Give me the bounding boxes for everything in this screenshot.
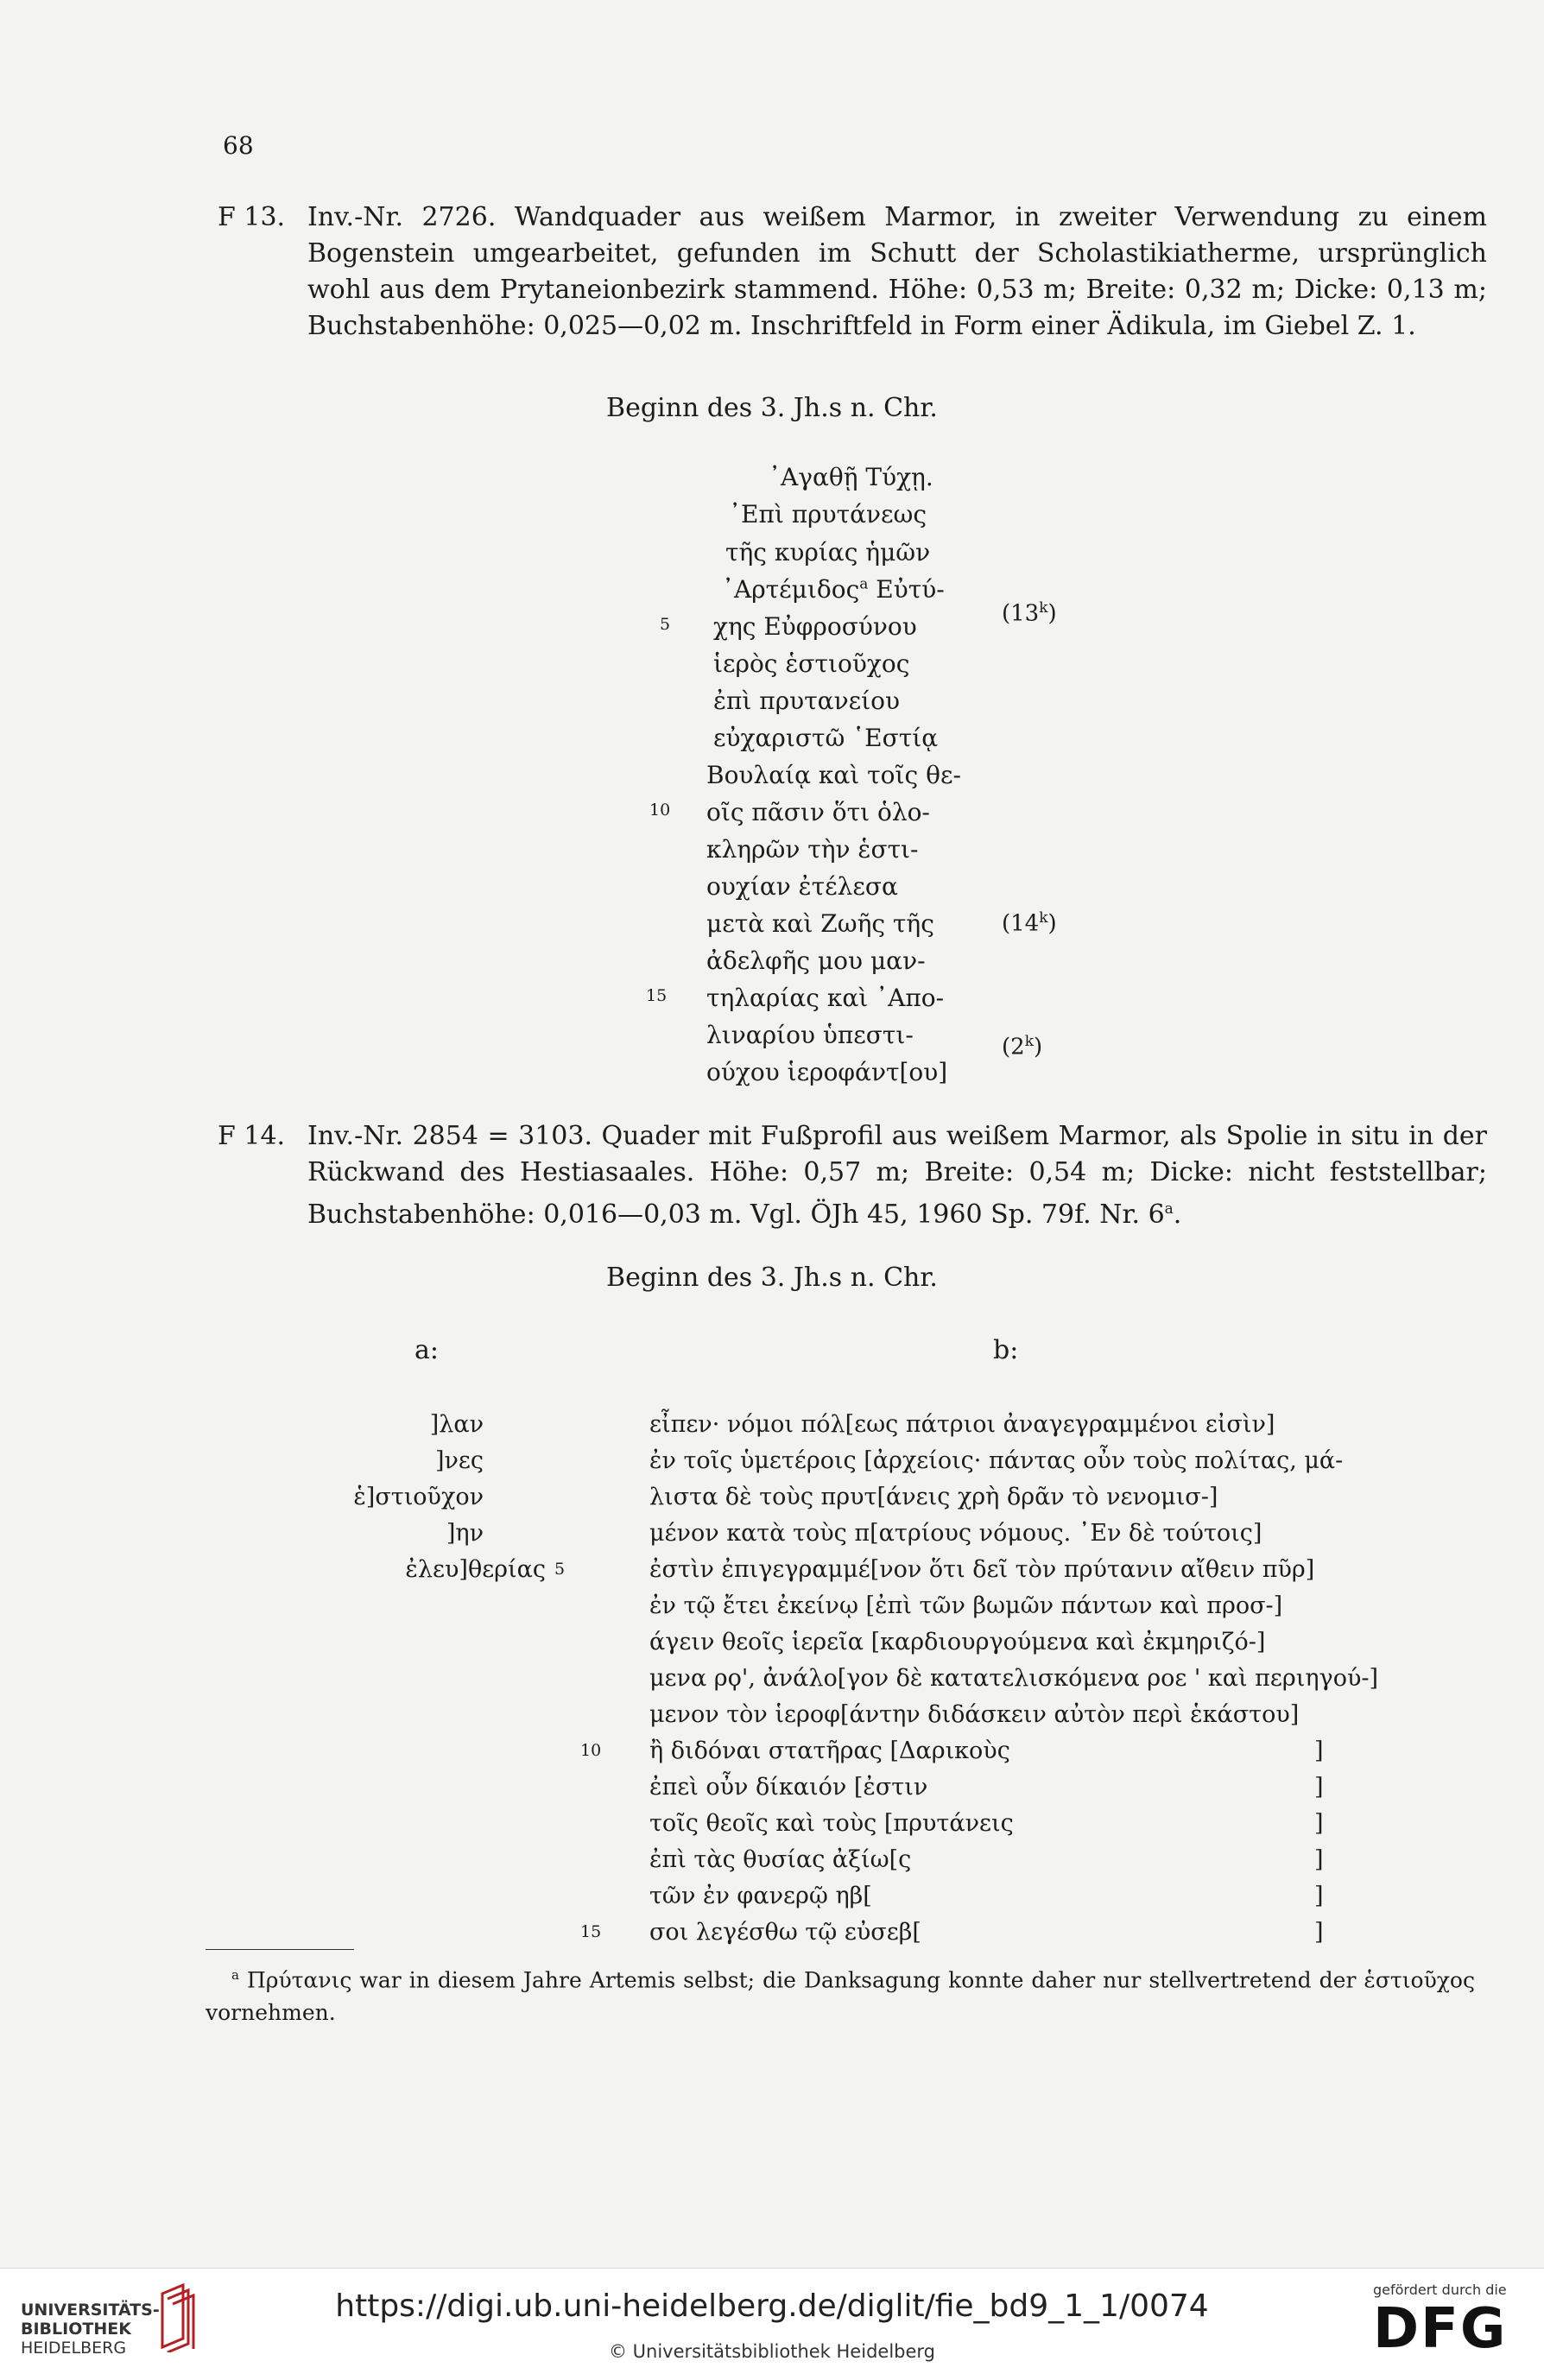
inscription-line: οῖς πᾶσιν ὅτι ὁλο- <box>706 798 930 826</box>
column-b-line: μενα ρϙ', ἀνάλο[γον δὲ κατατελισκόμενα ροε ' καὶ περιηγού-] <box>649 1665 1379 1692</box>
inscription-line: τῆς κυρίας ἡμῶν <box>725 538 931 567</box>
inscription-line: ουχίαν ἐτέλεσα <box>706 872 898 901</box>
line-number: 15 <box>580 1922 602 1941</box>
entry-f14 <box>218 1118 1487 1233</box>
footnote-mark: a <box>859 575 869 593</box>
column-b-line: άγειν θεοῖς ἱερεῖα [καρδιουργούμενα καὶ ἐκμηριζό-] <box>649 1629 1266 1655</box>
column-b-line: ἐν τοῖς ὑμετέροις [ἀρχείοις· πάντας οὖν τοὺς πολίτας, μά- <box>649 1447 1344 1474</box>
inscription-line: ἱερὸς ἑστιοῦχος <box>713 649 910 678</box>
column-a-line: ]λαν <box>429 1411 484 1438</box>
inscription-line: μετὰ καὶ Ζωῆς τῆς <box>706 909 934 938</box>
inscription-line: ᾿Επὶ πρυτάνεως <box>729 500 927 529</box>
inscription-line: τηλαρίας καὶ ᾿Απο- <box>706 984 945 1012</box>
entry-f13-label: F 13. <box>218 202 286 232</box>
copyright-notice: © Universitätsbibliothek Heidelberg <box>608 2341 935 2362</box>
entry-f13-text: Inv.-Nr. 2726. Wandquader aus weißem Marmor, in zweiter Verwendung zu einem Bogenstein umgearbeitet, gefunden im Schutt der Scholastikiatherme, ursprünglich wohl aus dem Prytaneionbezirk stammend. Höhe: 0,53 m; Breite: 0,32 m; Dicke: 0,13 m; Buchstabenhöhe: 0,025—0,02 m. Inschriftfeld in Form einer Ädikula, im Giebel Z. 1. <box>307 202 1487 341</box>
inscription-line: Βουλαίᾳ καὶ τοῖς θε- <box>706 761 961 789</box>
closing-bracket: ] <box>1314 1738 1324 1764</box>
column-b-line: τῶν ἐν φανερῷ ηβ[ <box>649 1883 872 1909</box>
column-b-line: τοῖς θεοῖς καὶ τοὺς [πρυτάνεις <box>649 1810 1014 1837</box>
entry-f13-description <box>218 199 1487 345</box>
f13-dating: Beginn des 3. Jh.s n. Chr. <box>606 393 938 423</box>
closing-bracket: ] <box>1314 1919 1324 1946</box>
inscription-line: λιναρίου ὑπεστι- <box>706 1021 914 1049</box>
entry-f14-label: F 14. <box>218 1121 286 1151</box>
column-a-label: a: <box>414 1335 439 1365</box>
column-b-line: ἐν τῷ ἔτει ἐκείνῳ [ἐπὶ τῶν βωμῶν πάντων καὶ προσ-] <box>649 1592 1283 1619</box>
line-number: 10 <box>649 801 671 820</box>
inscription-line: κληρῶν τὴν ἑστι- <box>706 835 919 864</box>
column-a-line: ἑ]στιοῦχον <box>353 1484 484 1510</box>
closing-bracket: ] <box>1314 1810 1324 1837</box>
column-a-line: ]νες <box>434 1447 484 1474</box>
inscription-line: ἐπὶ πρυτανείου <box>713 687 900 715</box>
inscription-line: ᾿Αρτέμιδος$^a$ Εὐτύ- <box>722 575 945 604</box>
inscription-line: εὐχαριστῶ ῾Εστίᾳ <box>713 724 939 752</box>
margin-note: (2$^k$) <box>1002 1033 1043 1060</box>
column-b-line: μένον κατὰ τοὺς π[ατρίους νόμους. ᾿Εν δὲ τούτοις] <box>649 1520 1262 1547</box>
inscription-line: ἀδελφῆς μου μαν- <box>706 946 926 975</box>
line-number: 15 <box>646 986 668 1005</box>
column-b-label: b: <box>993 1335 1019 1365</box>
line-number: 10 <box>580 1741 602 1760</box>
inscription-line: ᾿Αγαθῇ Τύχῃ. <box>769 463 933 491</box>
margin-note: (14$^k$) <box>1002 909 1057 937</box>
footnote-mark: a <box>231 1967 239 1983</box>
entry-f14-description: F 14. Inv.-Nr. 2854 = 3103. Quader mit Fußprofil aus weißem Marmor, als Spolie in situ in der Rückwand des Hestiasaales. Höhe: 0,57 m; Breite: 0,54 m; Dicke: nicht feststellbar; Buchstabenhöhe: 0,016—0,03 m. Vgl. ÖJh 45, 1960 Sp. 79f. Nr. 6$^a$. <box>218 1118 1487 1233</box>
column-b-line: σοι λεγέσθω τῷ εὐσεβ[ <box>649 1919 921 1946</box>
closing-bracket: ] <box>1314 1774 1324 1801</box>
line-number: 5 <box>660 615 671 634</box>
footer-bar <box>0 2268 1544 2380</box>
footnote-text: Πρύτανις war in diesem Jahre Artemis selbst; die Danksagung konnte daher nur stellvertretend der ἑστιοῦχος vornehmen. <box>206 1967 1475 2026</box>
permalink-url[interactable]: https://digi.ub.uni-heidelberg.de/diglit/fie_bd9_1_1/0074 <box>335 2288 1209 2324</box>
university-name: UNIVERSITÄTS- BIBLIOTHEK HEIDELBERG <box>21 2301 160 2358</box>
footnote <box>206 1959 1475 2029</box>
margin-note: (13$^k$) <box>1002 599 1057 627</box>
column-b-line: εἶπεν· νόμοι πόλ[εως πάτριοι ἀναγεγραμμένοι εἰσὶν] <box>649 1411 1275 1438</box>
inscription-line: χης Εὐφροσύνου <box>713 612 917 641</box>
line-number: 5 <box>554 1560 566 1579</box>
f14-dating: Beginn des 3. Jh.s n. Chr. <box>606 1263 938 1293</box>
inscription-line: ούχου ἱεροφάντ[ου] <box>706 1058 948 1086</box>
column-a-line: ]ην <box>446 1520 484 1547</box>
column-b-line: μενον τὸν ἱεροφ[άντην διδάσκειν αὐτὸν περὶ ἑκάστου] <box>649 1701 1300 1728</box>
entry-f13 <box>218 199 1487 345</box>
page-number: 68 <box>223 131 254 160</box>
entry-f14-text: Inv.-Nr. 2854 = 3103. Quader mit Fußprofil aus weißem Marmor, als Spolie in situ in der Rückwand des Hestiasaales. Höhe: 0,57 m; Breite: 0,54 m; Dicke: nicht feststellbar; Buchstabenhöhe: 0,016—0,03 m. Vgl. ÖJh 45, 1960 Sp. 79f. Nr. 6 <box>307 1121 1487 1230</box>
footnote-mark: a <box>1164 1200 1174 1218</box>
funding-label: gefördert durch die <box>1373 2282 1507 2298</box>
column-b-line: ἐπὶ τὰς θυσίας ἀξίω[ς <box>649 1846 912 1873</box>
column-b-line: ἐστὶν ἐπιγεγραμμέ[νον ὅτι δεῖ τὸν πρύτανιν αἴθειν πῦρ] <box>649 1556 1315 1583</box>
column-a-line: ἐλευ]θερίας <box>405 1556 546 1583</box>
dfg-logo: DFG <box>1373 2297 1508 2361</box>
closing-bracket: ] <box>1314 1846 1324 1873</box>
closing-bracket: ] <box>1314 1883 1324 1909</box>
column-b-line: ἢ διδόναι στατῆρας [Δαρικοὺς <box>649 1738 1010 1764</box>
column-b-line: ἐπεὶ οὖν δίκαιόν [ἐστιν <box>649 1774 928 1801</box>
footnote-rule <box>206 1949 354 1950</box>
column-b-line: λιστα δὲ τοὺς πρυτ[άνεις χρὴ δρᾶν τὸ νενομισ-] <box>649 1484 1218 1510</box>
